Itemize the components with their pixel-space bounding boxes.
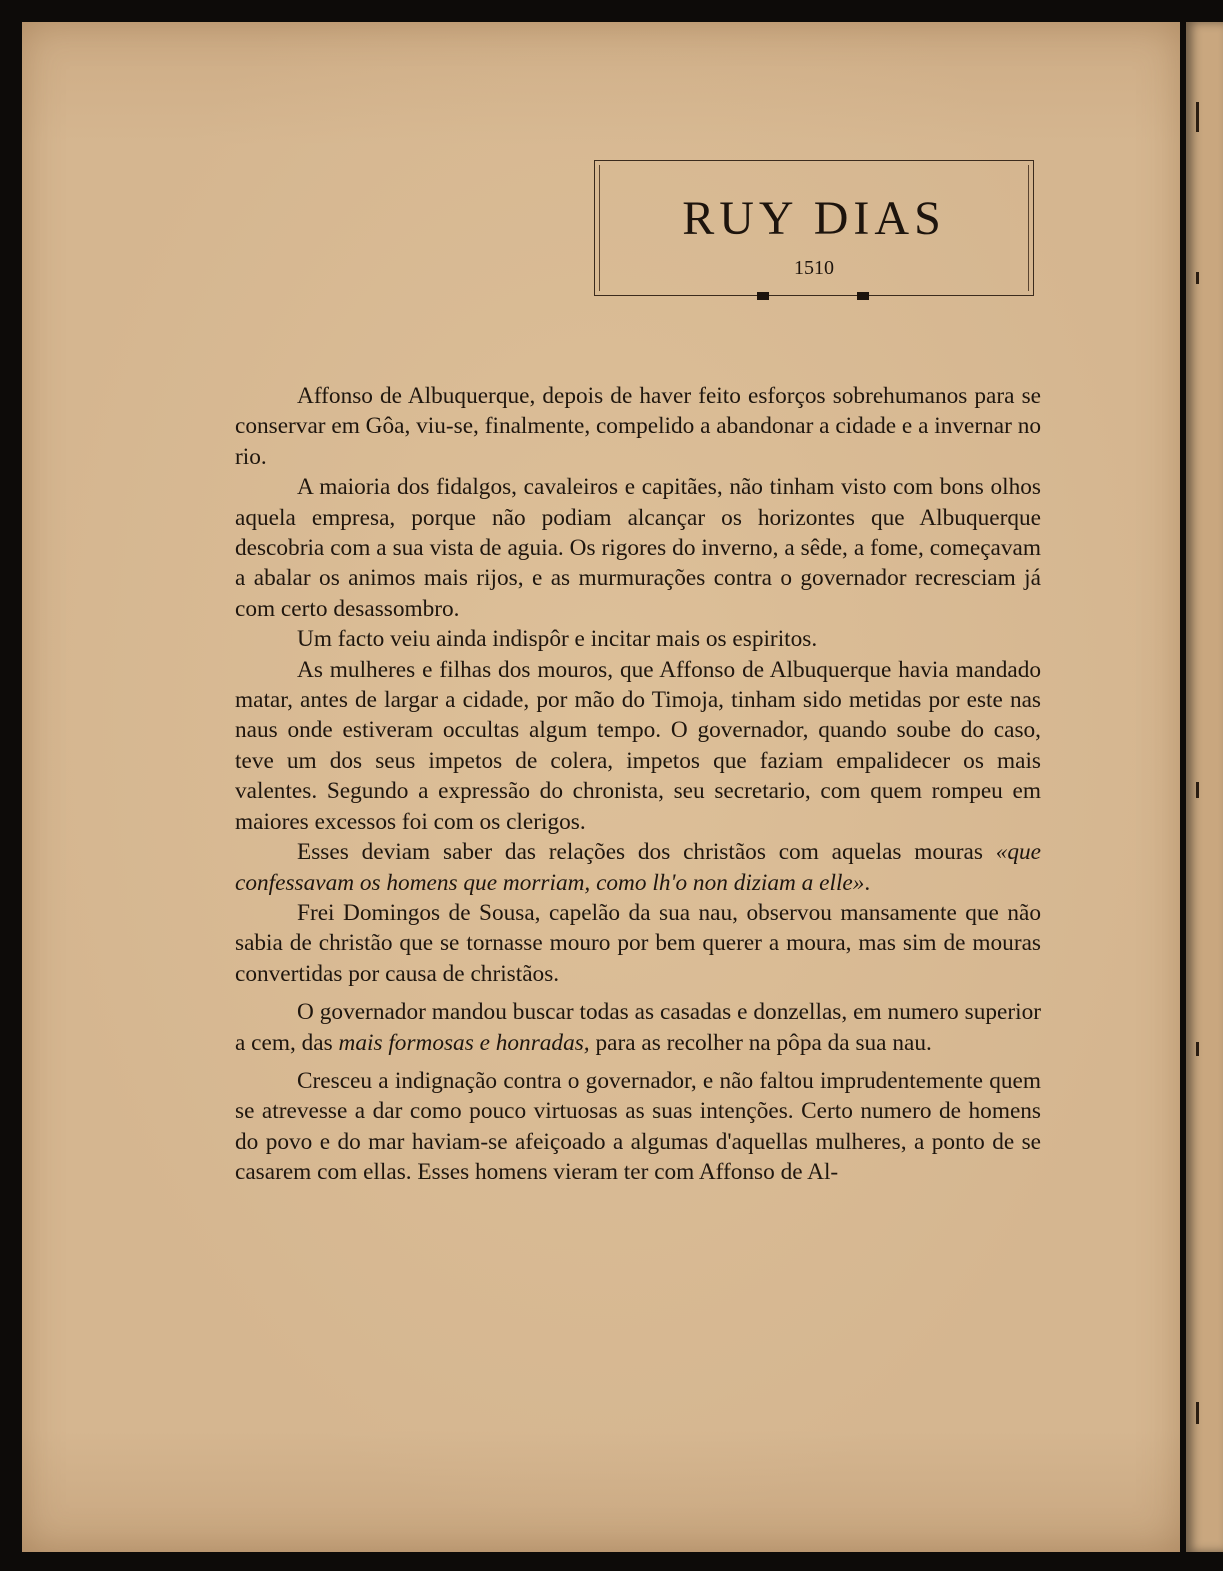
ornament-right (857, 292, 869, 300)
body-text (235, 381, 1041, 1188)
paragraph: Cresceu a indignação contra o governador, e não faltou imprudentemente quem se atrevesse a dar como pouco virtuosas as suas intenções. Certo numero de homens do povo e do mar haviam-se afeiçoado a algumas d'aquellas mulheres, a ponto de se casarem com ellas. Esses homens vieram ter com Affonso de Al- (235, 1067, 1041, 1186)
chapter-title: RUY DIAS (682, 192, 946, 245)
ornament-left (757, 292, 769, 300)
emphasis: mais formosas e honradas, (338, 1029, 590, 1056)
paragraph: Affonso de Albuquerque, depois de haver feito esforços sobrehumanos para se conservar em Gôa, viu-se, finalmente, compelido a abandonar a cidade e a invernar no rio. (235, 383, 1041, 470)
paragraph: Frei Domingos de Sousa, capelão da sua nau, observou mansamente que não sabia de christão que se tornasse mouro por bem querer a moura, mas sim de mouras convertidas por causa de christãos. (235, 899, 1041, 987)
quotation: «que confessavam os homens que morriam, como lh'o non diziam a elle» (235, 839, 1041, 896)
chapter-year: 1510 (794, 257, 834, 279)
chapter-heading-box (594, 160, 1034, 296)
paragraph: As mulheres e filhas dos mouros, que Affonso de Albuquerque havia mandado matar, antes de largar a cidade, por mão do Timoja, tinham sido metidas por este nas naus onde estiveram occultas algum tempo. O governador, quando soube do caso, teve um dos seus impetos de colera, impetos que faziam empalidecer os mais valentes. Segundo a expressão do chronista, seu secretario, com quem rompeu em maiores excessos foi com os clerigos. (235, 656, 1041, 835)
paragraph: A maioria dos fidalgos, cavaleiros e capitães, não tinham visto com bons olhos aquela empresa, porque não podiam alcançar os horizontes que Albuquerque descobria com a sua vista de aguia. Os rigores do inverno, a sêde, a fome, começavam a abalar os animos mais rijos, e as murmurações contra o governador recresciam já com certo desassombro. (235, 474, 1041, 622)
paragraph: O governador mandou buscar todas as casadas e donzellas, em numero superior a cem, das mais formosas e honradas, para as recolher na pôpa da sua nau. (235, 999, 1041, 1056)
paragraph: Um facto veiu ainda indispôr e incitar mais os espiritos. (297, 626, 818, 653)
paragraph: Esses deviam saber das relações dos christãos com aquelas mouras «que confessavam os homens que morriam, como lh'o non diziam a elle». (235, 839, 1041, 896)
adjacent-page-edge (1186, 22, 1223, 1552)
